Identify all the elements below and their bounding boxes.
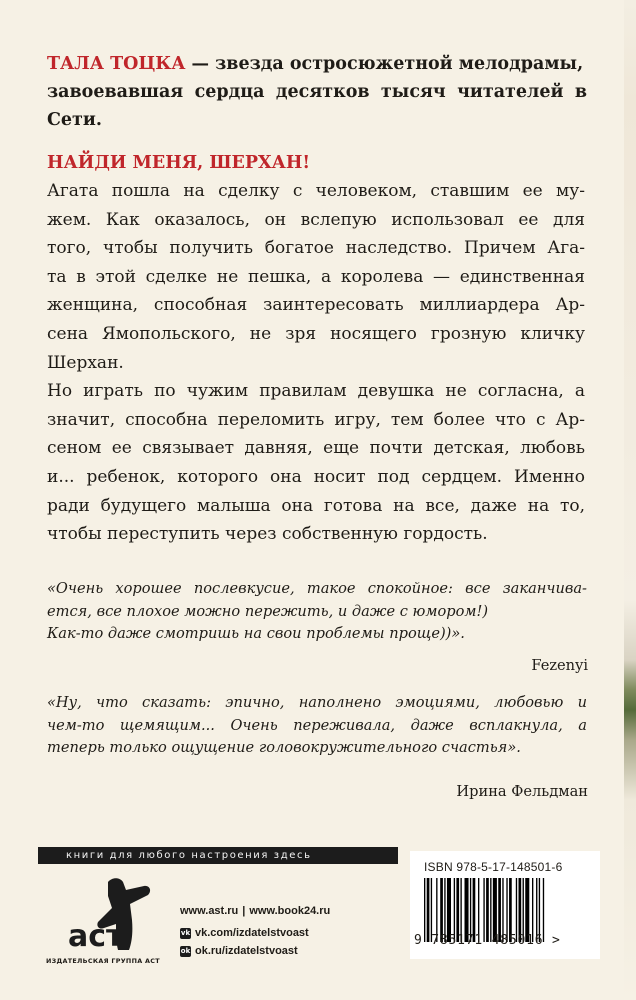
tagline-bar: книги для любого настроения здесь — [38, 847, 398, 864]
synopsis-line: того, чтобы получить богатое наследство. Причем Ага- — [47, 238, 585, 259]
intro-line2: завоевавшая сердца десятков тысяч читателей в — [47, 82, 587, 102]
vk-row — [180, 924, 330, 942]
synopsis-line: чтобы переступить через собственную гордость. — [47, 524, 488, 545]
synopsis-line: ради будущего малыша она готова на все, даже на то, — [47, 495, 585, 516]
review-line: «Ну, что сказать: эпично, наполнено эмоциями, любовью и — [47, 694, 587, 711]
publisher-caption: ИЗДАТЕЛЬСКАЯ ГРУППА АСТ — [46, 957, 160, 965]
review-line: Как-то даже смотришь на свои проблемы проще))». — [47, 625, 465, 642]
synopsis-paragraph-1 — [47, 177, 585, 377]
cover-edge-artwork — [624, 0, 636, 1000]
review-quote-2 — [47, 692, 587, 760]
synopsis — [47, 177, 585, 549]
ok-row — [180, 942, 330, 960]
synopsis-paragraph-2 — [47, 377, 585, 549]
vk-icon: vk — [180, 928, 191, 937]
synopsis-line: сеном ее связывает давняя, еще почти детская, любовь — [47, 438, 585, 459]
review-quote-1 — [47, 578, 587, 646]
book-title: НАЙДИ МЕНЯ, ШЕРХАН! — [47, 153, 311, 173]
review-line: теперь только ощущение головокружительного счастья». — [47, 739, 521, 756]
vk-link[interactable]: vk.com/izdatelstvoast — [195, 927, 309, 939]
barcode-digits: 9 785171 485016 > — [414, 933, 561, 948]
ok-link[interactable]: ok.ru/izdatelstvoast — [195, 945, 298, 957]
review-author-1: Fezenyi — [531, 657, 588, 674]
publisher-links — [180, 902, 330, 960]
ok-icon: ok — [180, 946, 191, 955]
synopsis-line: женщина, способная заинтересовать миллиардера Ар- — [47, 295, 585, 316]
synopsis-line: сена Ямопольского, не зря носящего грозную кличку — [47, 323, 585, 344]
review-line: ется, все плохое можно пережить, и даже с юмором!) — [47, 602, 489, 620]
synopsis-line: та в этой сделке не пешка, а королева — единственная — [47, 266, 585, 287]
website-row — [180, 902, 330, 920]
author-name: ТАЛА ТОЦКА — [47, 54, 186, 74]
website-link-book24[interactable]: www.book24.ru — [249, 905, 331, 917]
synopsis-line: жем. Как оказалось, он вслепую использовал ее для — [47, 209, 585, 230]
synopsis-line: Шерхан. — [47, 352, 124, 373]
website-link-ast[interactable]: www.ast.ru — [180, 905, 239, 917]
author-intro — [47, 50, 587, 134]
review-line: чем-то щемящим... Очень переживала, даже всплакнула, а — [47, 716, 587, 734]
synopsis-line: Но играть по чужим правилам девушка не согласна, а — [47, 381, 585, 402]
synopsis-line: значит, способна переломить игру, тем более что с Ар- — [47, 409, 585, 430]
barcode-panel — [410, 851, 600, 959]
synopsis-line: и... ребенок, которого она носит под сердцем. Именно — [47, 466, 585, 487]
ast-logo — [52, 876, 162, 954]
review-author-2: Ирина Фельдман — [456, 783, 588, 800]
link-separator: | — [242, 905, 246, 917]
review-line: «Очень хорошее послевкусие, такое спокойное: все заканчива- — [47, 580, 587, 597]
intro-line1: — звезда остросюжетной мелодрамы, — [185, 54, 584, 74]
synopsis-line: Агата пошла на сделку с человеком, ставшим ее му- — [47, 181, 585, 201]
intro-line3: Сети. — [47, 110, 102, 130]
isbn-label: ISBN 978-5-17-148501-6 — [424, 860, 563, 874]
logo-text: аст — [68, 919, 124, 954]
